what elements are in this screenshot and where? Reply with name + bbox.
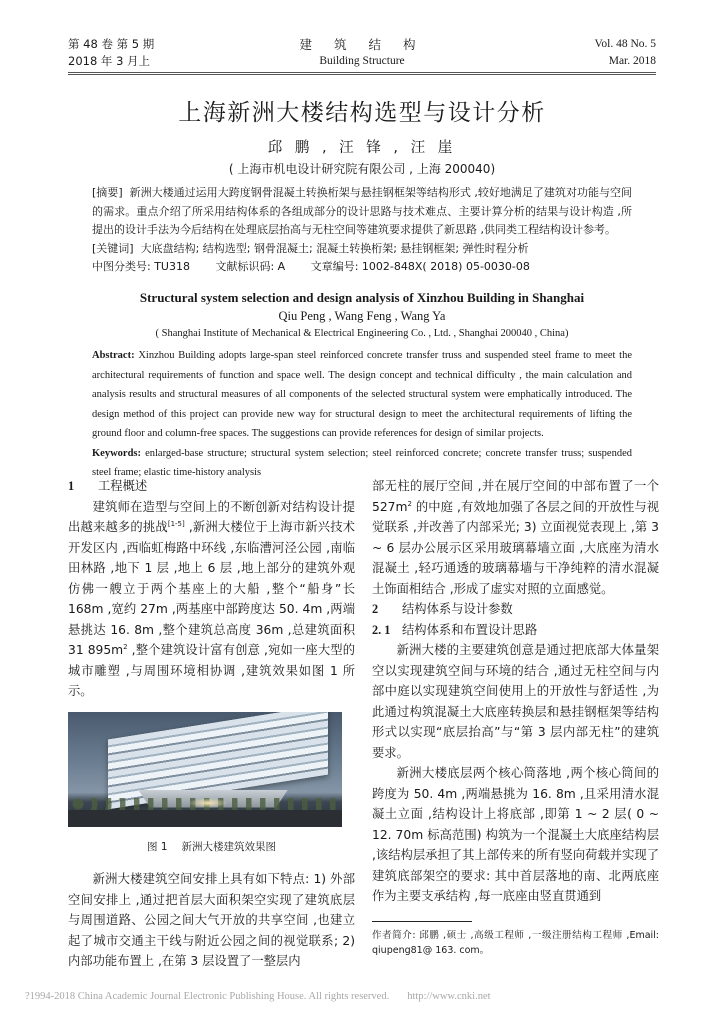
journal-name-en: Building Structure <box>319 55 405 67</box>
paragraph-overview <box>68 497 355 702</box>
journal-name <box>68 36 656 70</box>
copyright-footer <box>25 991 491 1002</box>
english-authors: Qiu Peng , Wang Feng , Wang Ya <box>278 309 446 323</box>
english-title: Structural system selection and design analysis of Xinzhou Building in Shanghai <box>139 290 585 305</box>
paragraph-features: 新洲大楼建筑空间安排上具有如下特点: 1) 外部空间安排上 ,通过把首层大面积架空实现了建筑底层与周围道路、公园之间大气开放的共享空间 ,也建立起了城市交通主干线与附近公园之间的视觉联系; 2) 内部功能布置上 ,在第 3 层设置了一整层内 <box>68 872 355 968</box>
body-column-left <box>68 476 355 972</box>
text: 部无柱的展厅空间 ,并在展厅空间的中部布置了一个 527m <box>372 479 659 514</box>
keywords-en-label: Keywords: <box>92 447 141 459</box>
figure-caption <box>68 837 355 858</box>
road <box>68 810 342 827</box>
figure-caption-text: 新洲大楼建筑效果图 <box>181 840 277 853</box>
superscript: 2 <box>123 642 128 651</box>
affiliation: ( 上海市机电设计研究院有限公司 , 上海 200040) <box>228 162 496 176</box>
paragraph-design-idea: 新洲大楼的主要建筑创意是通过把底部大体量架空以实现建筑空间与环境的结合 ,通过无柱空间与内部中庭以实现建筑空间使用上的开放性与舒适性 ,为此通过构筑混凝土大底座转换层和悬挂钢框架等结构形式以实现“底层抬高”与“第 3 层内部无柱”的建筑要求。 <box>372 643 659 760</box>
keywords-cn <box>92 240 632 259</box>
section-1-heading <box>68 476 355 497</box>
issue-date-en: Mar. 2018 <box>608 55 656 67</box>
keywords-body: 大底盘结构; 结构选型; 钢骨混凝土; 混凝土转换桁架; 悬挂钢框架; 弹性时程分析 <box>140 241 529 255</box>
abstract-en <box>92 346 632 483</box>
citation-ref[interactable]: [1-5] <box>167 519 185 528</box>
paragraph-base-structure: 新洲大楼底层两个核心筒落地 ,两个核心筒间的跨度为 50. 4m ,两端悬挑为 16. 8m ,且采用清水混凝土立面 ,结构设计上将底部 ,即第 1 ~ 2 层( 0 ~ 12. 70m 标高范围) 构筑为一个混凝土大底座结构层 ,该结构层承担了其上部传来的所有竖向荷载并实现了建筑底部架空的要求: 其中首层落地的南、北两底座作为主要支承结构 ,每一底座由竖直贯通到 <box>372 766 659 903</box>
classification-line <box>92 258 632 277</box>
paragraph-features-cont <box>372 476 659 599</box>
text: 的中庭 ,有效地加强了各层之间的开放性与视觉联系 ,并改善了内部采光; 3) 立面视觉表现上 ,第 3 ~ 6 层办公展示区采用玻璃幕墙立面 ,大底座为清水混凝土 ,轻巧通透的玻璃幕墙与干净纯粹的清水混凝土饰面相结合 ,形成了虚实对照的立面感觉。 <box>372 499 659 596</box>
issue-info-en <box>595 36 656 70</box>
issue-date: 2018 年 3 月上 <box>68 54 151 68</box>
footnote-rule <box>372 921 472 922</box>
section-title: 工程概述 <box>98 479 148 493</box>
section-title: 结构体系和布置设计思路 <box>402 622 538 637</box>
entrance-glow <box>188 798 228 808</box>
keywords-en-body: enlarged-base structure; structural system selection; steel reinforced concrete; concrete transfer truss; suspended steel frame; elastic time-history analysis <box>92 447 632 478</box>
volume-issue-en: Vol. 48 No. 5 <box>594 38 656 50</box>
abstract-en-body: Xinzhou Building adopts large-span steel reinforced concrete transfer truss and suspended steel frame to meet the architectural requirements of function and space well. The design concept and technical difficulty , the main calculation and analysis results and structural measures of all components of the selected structural system were emphatically introduced. The design method of this project can provide new way for structural design to meet the architectural requirements of lifting the ground floor and column-free spaces. The suggestions can provide references for design of similar projects. <box>92 350 632 439</box>
abstract-label: [摘要] <box>92 186 123 199</box>
section-number: 2 <box>372 602 379 616</box>
author-footnote: 作者简介: 邱鹏 ,硕士 ,高级工程师 ,一级注册结构工程师 ,Email: qiupeng81@ 163. com。 <box>372 929 659 956</box>
header-rule <box>68 72 656 75</box>
copyright-text: ?1994-2018 China Academic Journal Electronic Publishing House. All rights reserved. <box>25 991 390 1002</box>
paper-title: 上海新洲大楼结构选型与设计分析 <box>178 100 546 126</box>
cnki-link[interactable]: http://www.cnki.net <box>407 991 491 1002</box>
running-header <box>68 36 656 76</box>
superscript: 2 <box>407 499 412 508</box>
volume-issue: 第 48 卷 第 5 期 <box>68 37 155 51</box>
abstract-body: 新洲大楼通过运用大跨度钢骨混凝土转换桁架与悬挂钢框架等结构形式 ,较好地满足了建筑对功能与空间的需求。重点介绍了所采用结构体系的各组成部分的设计思路与技术难点、主要计算分析的结果与设计构造 ,所提出的设计手法为今后结构在处理底层抬高与无柱空间等建筑要求提供了新思路 ,供同类工程结构设计参考。 <box>92 186 632 236</box>
section-2-heading <box>372 599 659 620</box>
clc-number: 中图分类号: TU318 <box>92 260 190 273</box>
abstract-en-label: Abstract: <box>92 350 135 361</box>
text: ,整个建筑设计富有创意 ,宛如一座大型的城市雕塑 ,与周围环境相协调 ,建筑效果如图 1 所示。 <box>68 643 355 698</box>
journal-name-cn: 建 筑 结 构 <box>299 37 425 52</box>
document-code: 文献标识码: A <box>215 260 286 273</box>
author-list: 邱 鹏 , 汪 锋 , 汪 崖 <box>267 140 457 156</box>
abstract-cn <box>92 184 632 277</box>
abstract-cn-text <box>92 184 632 240</box>
text: 建筑师在造型与空间上的不断创新对结构设计提出越来越多的挑战 <box>68 499 355 534</box>
english-affiliation: ( Shanghai Institute of Mechanical & Electrical Engineering Co. , Ltd. , Shanghai 200040 , China) <box>155 328 569 339</box>
figure-number: 图 1 <box>146 840 168 853</box>
section-2-1-heading <box>372 620 659 641</box>
section-title: 结构体系与设计参数 <box>402 602 513 616</box>
section-number: 1 <box>68 479 75 493</box>
building-rendering-image <box>68 712 342 827</box>
abstract-en-text <box>92 346 632 444</box>
keywords-label: [关键词] <box>92 241 134 255</box>
article-number: 文章编号: 1002-848X( 2018) 05-0030-08 <box>310 260 530 273</box>
section-number: 2. 1 <box>372 622 391 637</box>
text: ,新洲大楼位于上海市新兴技术开发区内 ,西临虹梅路中环线 ,东临漕河泾公园 ,南临田林路 ,地下 1 层 ,地上 6 层 ,地上部分的建筑外观仿佛一艘立于两个基座上的大船 ,整个“船身”长 168m ,宽约 27m ,两基座中部跨度达 50. 4m ,两端悬挑达 16. 8m ,整个建筑总高度 36m ,总建筑面积 31 895m <box>68 520 355 657</box>
body-column-right <box>372 476 659 958</box>
